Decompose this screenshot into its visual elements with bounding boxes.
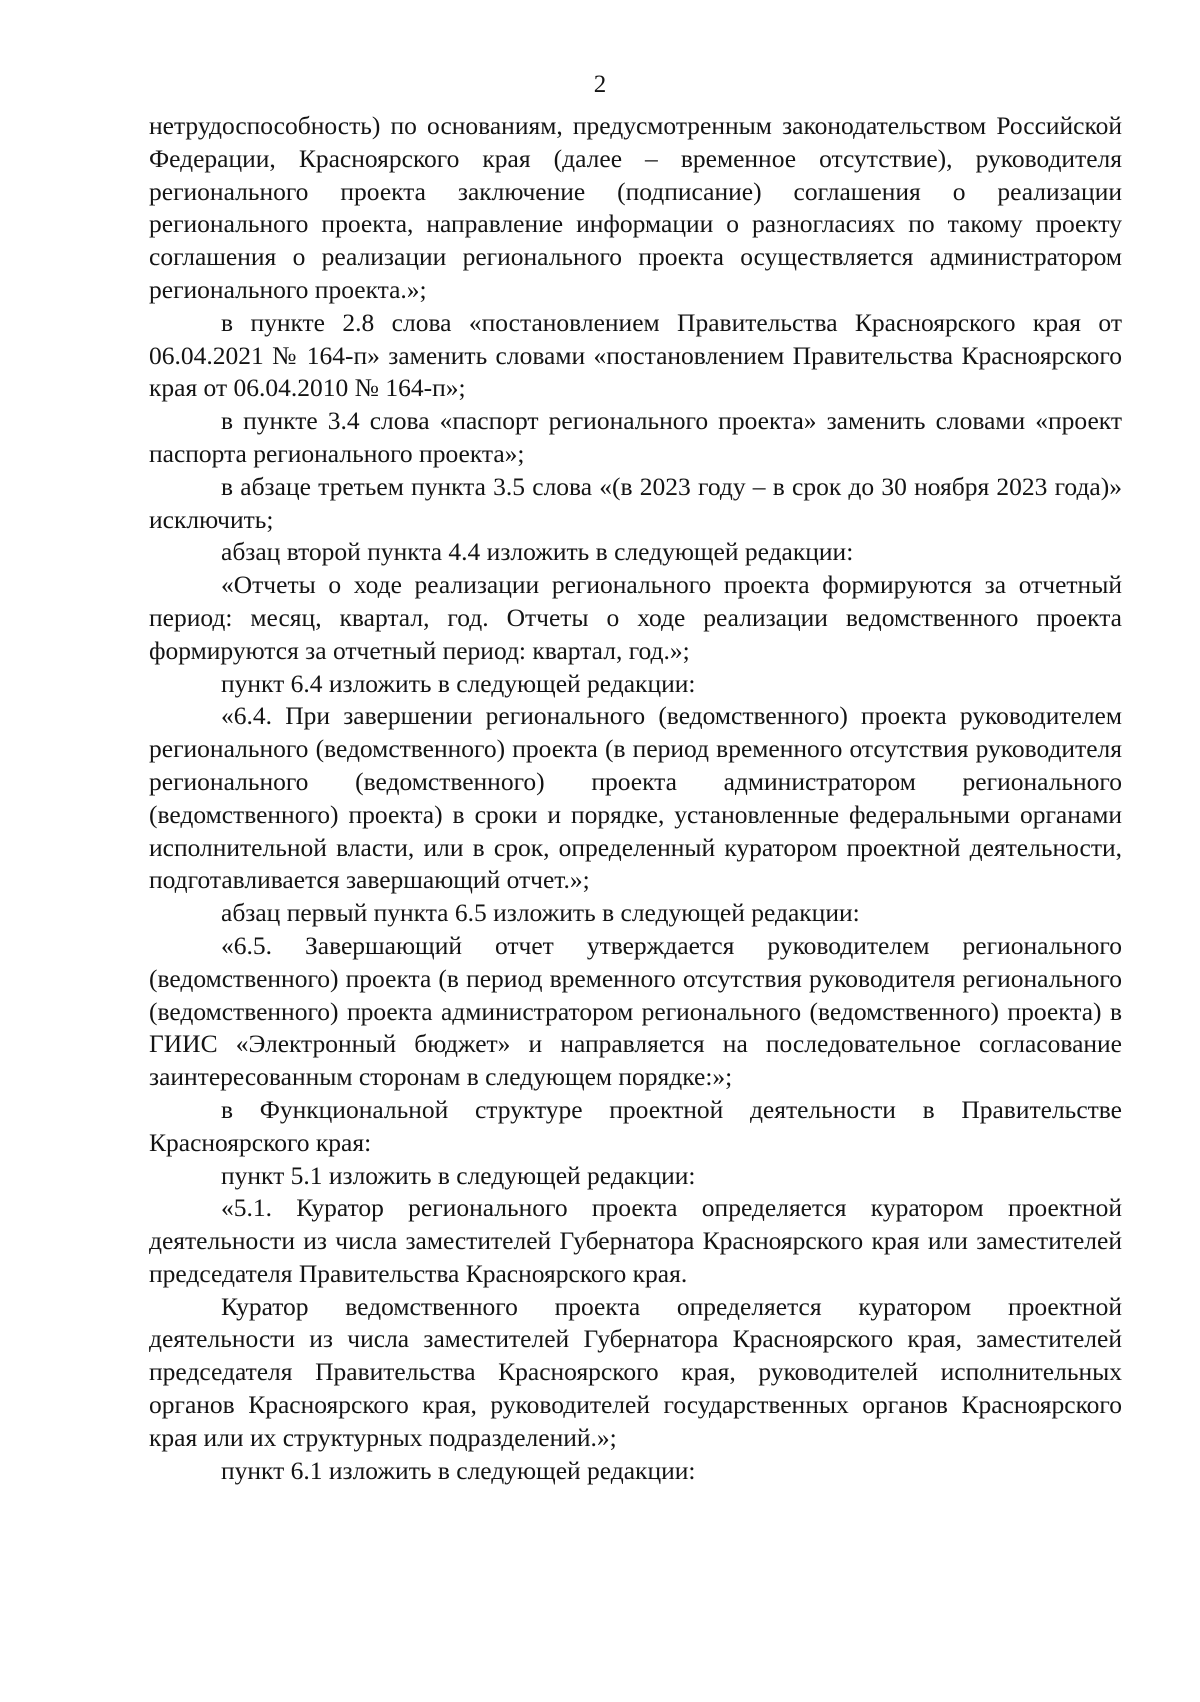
paragraph-8: «6.4. При завершении регионального (ведомственного) проекта руководителем регионального (ведомственного) проекта (в период временного отсутствия руководителя регионального (ведомственного) проекта администратором регионального (ведомственного) проекта) в сроки и порядке, установленные федеральными органами исполнительной власти, или в срок, определенный куратором проектной деятельности, подготавливается завершающий отчет.»;	[149, 701, 1122, 895]
page-number: 2	[593, 71, 607, 98]
paragraph-12: пункт 5.1 изложить в следующей редакции:	[221, 1160, 696, 1190]
paragraph-9: абзац первый пункта 6.5 изложить в следующей редакции:	[221, 898, 860, 928]
paragraph-4: в абзаце третьем пункта 3.5 слова «(в 2023 году – в срок до 30 ноября 2023 года)» исключить;	[149, 471, 1122, 534]
paragraph-2: в пункте 2.8 слова «постановлением Правительства Красноярского края от 06.04.2021 № 164-п» заменить словами «постановлением Правительства Красноярского края от 06.04.2010 № 164-п»;	[149, 307, 1122, 403]
paragraph-10: «6.5. Завершающий отчет утверждается руководителем регионального (ведомственного) проекта (в период временного отсутствия руководителя регионального (ведомственного) проекта администратором регионального (ведомственного) проекта) в ГИИС «Электронный бюджет» и направляется на последовательное согласование заинтересованным сторонам в следующем порядке:»;	[149, 930, 1122, 1092]
paragraph-6: «Отчеты о ходе реализации регионального проекта формируются за отчетный период: месяц, квартал, год. Отчеты о ходе реализации ведомственного проекта формируются за отчетный период: квартал, год.»;	[149, 570, 1122, 665]
paragraph-14: Куратор ведомственного проекта определяется куратором проектной деятельности из числа заместителей Губернатора Красноярского края, заместителей председателя Правительства Красноярского края, руководителей исполнительных органов Красноярского края, руководителей государственных органов Красноярского края или их структурных подразделений.»;	[149, 1291, 1122, 1452]
paragraph-3: в пункте 3.4 слова «паспорт регионального проекта» заменить словами «проект паспорта регионального проекта»;	[149, 406, 1122, 468]
paragraph-5: абзац второй пункта 4.4 изложить в следующей редакции:	[221, 537, 854, 567]
document-body	[149, 110, 1122, 1487]
paragraph-7: пункт 6.4 изложить в следующей редакции:	[221, 668, 696, 698]
paragraph-13: «5.1. Куратор регионального проекта определяется куратором проектной деятельности из числа заместителей Губернатора Красноярского края или заместителей председателя Правительства Красноярского края.	[149, 1193, 1122, 1288]
paragraph-15: пункт 6.1 изложить в следующей редакции:	[221, 1455, 696, 1485]
paragraph-11: в Функциональной структуре проектной деятельности в Правительстве Красноярского края:	[149, 1094, 1122, 1157]
paragraph-1: нетрудоспособность) по основаниям, предусмотренным законодательством Российской Федерации, Красноярского края (далее – временное отсутствие), руководителя регионального проекта заключение (подписание) соглашения о реализации регионального проекта, направление информации о разногласиях по такому проекту соглашения о реализации регионального проекта осуществляется администратором регионального проекта.»;	[149, 111, 1122, 304]
